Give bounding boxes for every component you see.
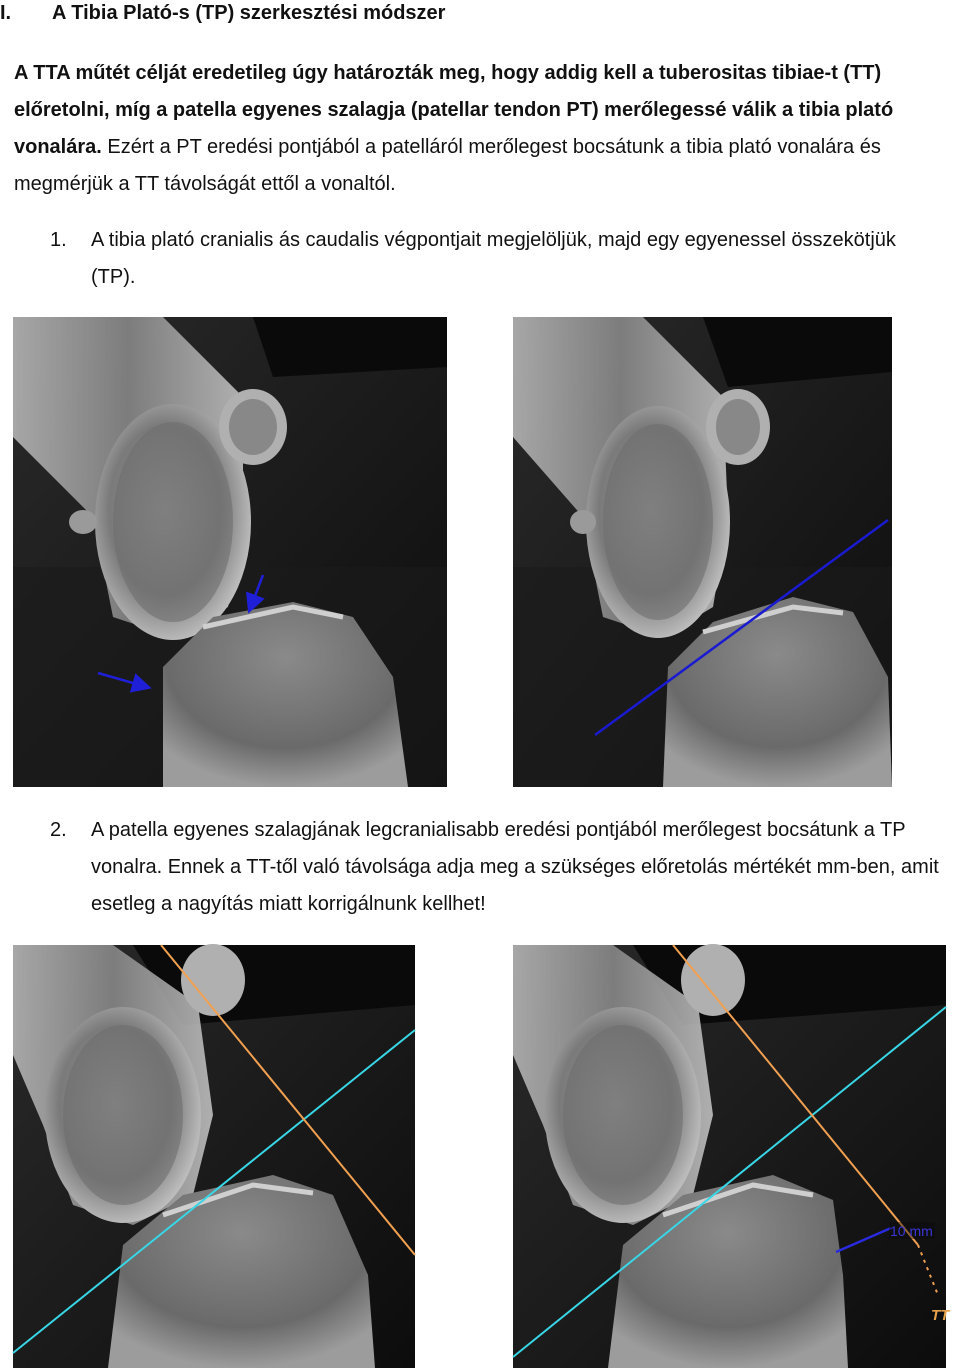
intro-bold-text: A TTA műtét célját eredetileg úgy határozták meg, hogy addig kell a tuberositas tibiae-t (TT) előretolni, míg a patella egyenes szalagja (patellar tendon PT) merőlegessé válik a tibia plató vonalára. [14,62,894,158]
step-2 [14,812,944,923]
xray-figure-perpendicular [13,945,415,1368]
xray-image [13,945,415,1368]
step-text: A tibia plató cranialis ás caudalis végpontjait megjelöljük, majd egy egyenessel összekötjük (TP). [91,229,896,288]
xray-image [13,317,447,787]
step-text: A patella egyenes szalagjának legcranialisabb eredési pontjából merőlegest bocsátunk a TP vonalra. Ennek a TT-től való távolsága adja meg a szükséges előretolás mértékét mm-ben, amit esetleg a nagyítás miatt korrigálnunk kellhet! [91,819,939,915]
intro-normal-text: Ezért a PT eredési pontjából a patelláról merőlegest bocsátunk a tibia plató vonalára és megmérjük a TT távolságát ettől a vonaltól. [14,136,881,195]
tt-label: TT [931,1307,950,1324]
xray-image [513,317,892,787]
step-number: 1. [50,229,67,251]
xray-figure-measurement [513,945,950,1368]
intro-paragraph [14,55,954,203]
measurement-label: 10 mm [890,1223,933,1239]
step-1 [14,222,944,296]
xray-figure-arrows [13,317,447,787]
section-heading [0,0,445,26]
xray-figure-tp-line [513,317,892,787]
section-title: A Tibia Plató-s (TP) szerkesztési módszer [52,2,446,24]
xray-image [513,945,950,1368]
step-number: 2. [50,819,67,841]
section-number: I. [0,2,12,24]
